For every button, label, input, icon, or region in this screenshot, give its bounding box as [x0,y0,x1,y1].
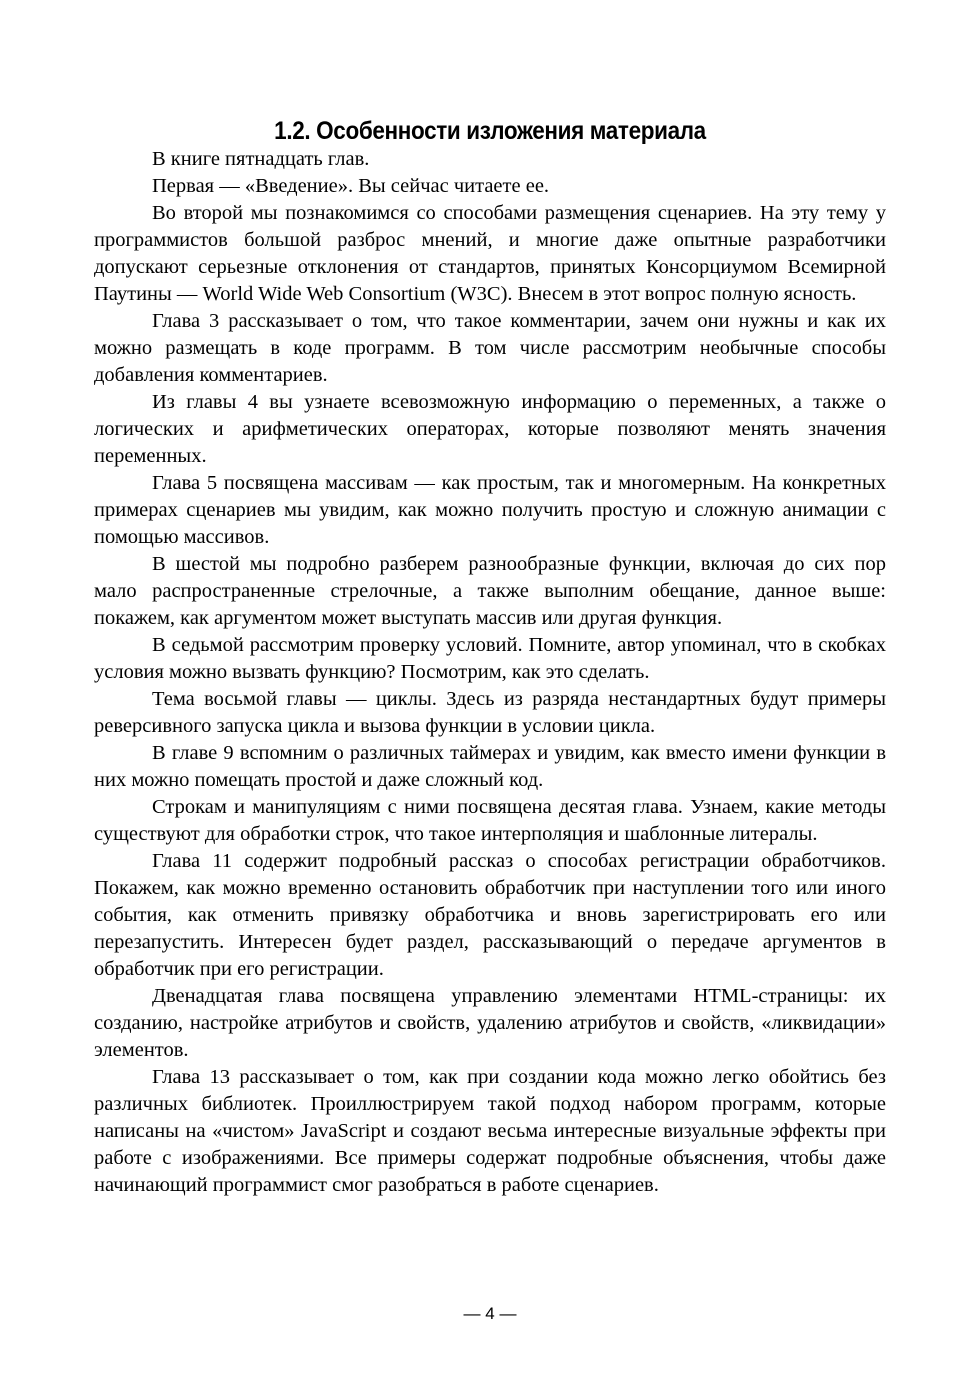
paragraph: Из главы 4 вы узнаете всевозможную информацию о переменных, а также о логических и арифметических операторах, которые позволяют менять значения переменных. [94,391,886,467]
paragraph: Строкам и манипуляциям с ними посвящена десятая глава. Узнаем, какие методы существуют для обработки строк, что такое интерполяция и шаблонные литералы. [94,796,886,845]
paragraph: В книге пятнадцать глав. [152,148,370,170]
paragraph: В седьмой рассмотрим проверку условий. Помните, автор упоминал, что в скобках условия можно вызвать функцию? Посмотрим, как это сделать. [94,634,886,683]
paragraph: Тема восьмой главы — циклы. Здесь из разряда нестандартных будут примеры реверсивного запуска цикла и вызова функции в условии цикла. [94,688,886,737]
section-heading: 1.2. Особенности изложения материала [274,116,706,145]
paragraph: Глава 13 рассказывает о том, как при создании кода можно легко обойтись без различных библиотек. Проиллюстрируем такой подход набором программ, которые написаны на «чистом» JavaScript и создают весьма интересные визуальные эффекты при работе с изображениями. Все примеры содержат подробные объяснения, чтобы даже начинающий программист смог разобраться в работе сценариев. [94,1066,886,1196]
paragraph: Первая — «Введение». Вы сейчас читаете ее. [152,175,550,197]
paragraph: В шестой мы подробно разберем разнообразные функции, включая до сих пор мало распространенные стрелочные, а также выполним обещание, данное выше: покажем, как аргументом может выступать массив или другая функция. [94,553,886,629]
paragraph: В главе 9 вспомним о различных таймерах и увидим, как вместо имени функции в них можно помещать простой и даже сложный код. [94,742,886,791]
page-number: — 4 — [463,1304,517,1323]
paragraph: Глава 11 содержит подробный рассказ о способах регистрации обработчиков. Покажем, как можно временно остановить обработчик при наступлении того или иного события, как отменить привязку обработчика и вновь зарегистрировать его или перезапустить. Интересен будет раздел, рассказывающий о передаче аргументов в обработчик при его регистрации. [94,850,886,980]
paragraph: Глава 5 посвящена массивам — как простым, так и многомерным. На конкретных примерах сценариев мы увидим, как можно получить простую и сложную анимации с помощью массивов. [94,472,886,548]
paragraph: Глава 3 рассказывает о том, что такое комментарии, зачем они нужны и как их можно размещать в коде программ. В том числе рассмотрим необычные способы добавления комментариев. [94,310,886,386]
body-text [94,146,886,1199]
paragraph: Во второй мы познакомимся со способами размещения сценариев. На эту тему у программистов большой разброс мнений, и многие даже опытные разработчики допускают серьезные отклонения от стандартов, принятых Консорциумом Всемирной Паутины — World Wide Web Consortium (W3C). Внесем в этот вопрос полную ясность. [94,202,886,305]
paragraph: Двенадцатая глава посвящена управлению элементами HTML-страницы: их созданию, настройке атрибутов и свойств, удалению атрибутов и свойств, «ликвидации» элементов. [94,985,886,1061]
